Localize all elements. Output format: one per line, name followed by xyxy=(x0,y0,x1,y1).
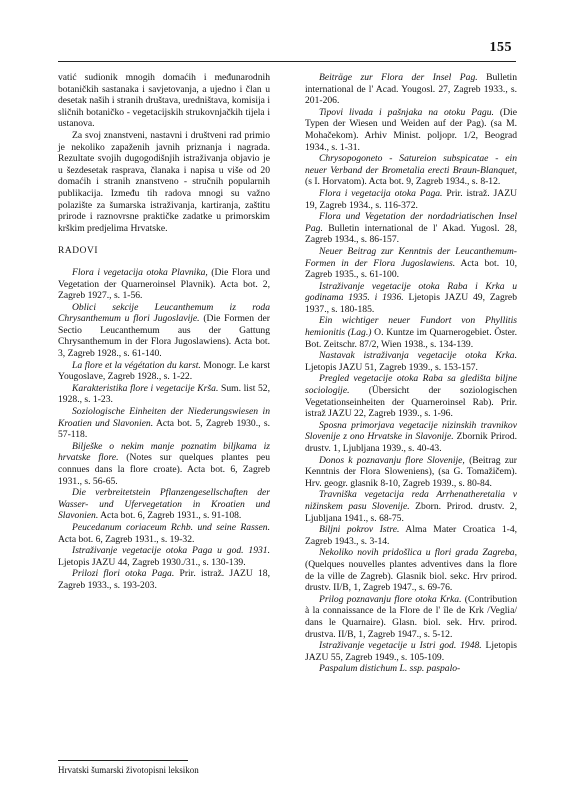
reference-entry xyxy=(58,267,270,302)
biography-paragraph-2: Za svoj znanstveni, nastavni i društveni rad primio je nekoliko zapaženih javnih priznanja i nagrada. Rezultate svojih dugogodišnjih istraživanja objavio je u šezdesetak rasprava, članaka i napisa u više od 20 domaćih i stranih znanstveno - stručnih popularnih publikacija. Između tih radova mnogi su važno polazište za šumarska istraživanja, kartiranja, zaštitu prirode i raznovrsne praktičke zadatke u primorskim krškim predjelima Hrvatske. xyxy=(58,129,270,234)
biography-paragraph-1: vatić sudionik mnogih domaćih i međunarodnih botaničkih sastanaka i savjetovanja, a ujedno i član u desetak naših i stranih društava, uredništava, komisija i sličnih botaničko - vegetacijskih strukovnjačkih tijela i ustanova. xyxy=(58,72,270,130)
right-references-list xyxy=(305,72,517,675)
reference-entry xyxy=(58,360,270,383)
reference-details: Prir. istraž. JAZU 18, Zagreb 1933., s. 193-203. xyxy=(58,568,270,591)
reference-details: (Die Formen der Sectio Leucanthemum aus der Gattung Chrysanthemum in der Flora Jugoslawiens). Acta bot. 3, Zagreb 1928., s. 61-140. xyxy=(58,313,270,360)
reference-details: Acta bot. 5, Zagreb 1930., s. 57-118. xyxy=(58,417,270,441)
right-column xyxy=(305,72,517,675)
reference-title: Sposna primorjava vegetacije nizinskih travnikov Slovenije z ono Hrvatske in Slavonije. xyxy=(305,419,517,443)
reference-title: Flora i vegetacija otoka Paga. xyxy=(319,187,443,199)
reference-details: Ljetopis JAZU 51, Zagreb 1939., s. 153-157. xyxy=(305,361,478,373)
reference-entry xyxy=(58,545,270,568)
reference-details: (Die Typen der Wiesen und Weiden auf der Pag). (sa M. Mohačekom). Arhiv Minist. poljopr. 1/2, Beograd 1934., s. 1-31. xyxy=(305,106,517,153)
footer-text: Hrvatski šumarski životopisni leksikon xyxy=(58,765,199,775)
reference-title: Peucedanum coriaceum Rchb. und seine Rassen. xyxy=(72,521,270,533)
reference-details: (Die Flora und Vegetation der Quarneroinsel Plavnik). Acta bot. 2, Zagreb 1927., s. 1-56. xyxy=(58,266,270,302)
reference-title: Soziologische Einheiten der Niederungswiesen in Kroatien und Slavonien. xyxy=(58,406,270,429)
reference-entry xyxy=(305,524,517,547)
reference-entry xyxy=(58,383,270,406)
reference-entry xyxy=(305,211,517,246)
reference-details: Acta bot. 6, Zagreb 1931., s. 91-108. xyxy=(98,510,242,522)
reference-title: Flora und Vegetation der nordadriatischen Insel Pag. xyxy=(305,211,517,234)
reference-details: Acta bot. 10, Zagreb 1935., s. 61-100. xyxy=(305,257,517,281)
reference-entry xyxy=(305,107,517,153)
reference-details: Ljetopis JAZU 49, Zagreb 1937., s. 180-185. xyxy=(305,292,517,315)
reference-entry xyxy=(58,406,270,441)
reference-title: Bilješke o nekim manje poznatim biljkama iz hrvatske flore. xyxy=(58,440,270,464)
reference-title: Istraživanje vegetacije u Istri god. 1948. xyxy=(319,640,482,652)
reference-entry xyxy=(305,594,517,640)
reference-details: (s I. Horvatom). Acta bot. 9, Zagreb 1934., s. 8-12. xyxy=(305,176,501,188)
reference-title: Neuer Beitrag zur Kenntnis der Leucanthemum-Formen in der Flora Jugoslawiens. xyxy=(305,245,517,269)
reference-entry xyxy=(58,487,270,522)
reference-title: Karakteristika flore i vegetacije Krša. xyxy=(72,382,219,394)
reference-details: (Quelques nouvelles plantes adventives dans la flore de la ville de Zagreb). Glasnik biol. sekc. Hrv prirod. drustv. II/B, 1, Zagreb 1947., s. 69-76. xyxy=(305,558,517,594)
reference-entry xyxy=(58,522,270,545)
page-number: 155 xyxy=(489,40,512,55)
reference-entry xyxy=(305,373,517,419)
reference-title: Travniška vegetacija reda Arrhenatheretalia v nižinskem pasu Slovenije. xyxy=(305,489,517,512)
reference-details: Zbornik Prirod. drustv. 1, Ljubljana 1939., s. 40-43. xyxy=(305,431,517,454)
reference-entry xyxy=(305,455,517,490)
reference-details: Acta bot. 6, Zagreb 1931., s. 19-32. xyxy=(58,533,195,545)
reference-details: (Contribution à la connaissance de la Flore de l' île de Krk /Veglia/ dans le Quarnaire). Glasn. biol. sek. Hrv. prirod. drustva. II/B, 1, Zagreb 1947., s. 5-12. xyxy=(305,593,517,640)
section-heading-radovi: RADOVI xyxy=(58,246,99,257)
reference-title: Nastavak istraživanja vegetacije otoka Krka. xyxy=(319,350,517,362)
reference-title: Oblici sekcije Leucanthemum iz roda Chrysanthemum u flori Jugoslavije. xyxy=(58,301,270,325)
reference-entry xyxy=(305,547,517,593)
reference-title: La flore et la végétation du karst. xyxy=(72,359,201,371)
reference-entry xyxy=(305,350,517,373)
reference-details: Monogr. Le karst Yougoslave, Zagreb 1928., s. 1-22. xyxy=(58,359,271,383)
reference-title: Prilog poznavanju flore otoka Krka. xyxy=(319,593,462,605)
reference-details: Bulletin international de l' Acad. Yougosl. 27, Zagreb 1933., s. 201-206. xyxy=(305,72,518,107)
reference-details: O. Kuntze im Quarnerogebiet. Öster. Bot. Zeitschr. 87/2, Wien 1938., s. 134-139. xyxy=(305,327,517,350)
reference-entry xyxy=(305,640,517,663)
footer-rule xyxy=(58,760,188,761)
reference-title: Biljni pokrov Istre. xyxy=(319,524,400,536)
reference-title: Pregled vegetacije otoka Raba sa gledišta biljne sociologije. xyxy=(305,373,517,397)
reference-details: Alma Mater Croatica 1-4, Zagreb 1943., s. 3-14. xyxy=(305,524,518,547)
reference-details: Sum. list 52, 1928., s. 1-23. xyxy=(58,382,270,406)
reference-title: Ein wichtiger neuer Fundort von Phyllitis hemionitis (Lag.) xyxy=(305,315,517,339)
reference-entry xyxy=(305,420,517,455)
reference-title: Beiträge zur Flora der Insel Pag. xyxy=(319,72,478,83)
reference-entry xyxy=(58,568,270,591)
reference-entry xyxy=(305,315,517,350)
header-rule xyxy=(58,61,516,62)
reference-title: Istraživanje vegetacije otoka Raba i Krka u godinama 1935. i 1936. xyxy=(305,280,517,304)
reference-entry xyxy=(58,441,270,487)
reference-details: (Übersicht der soziologischen Vegetationseinheiten der Quarneroinsel Rab). Prir. istraž JAZU 22, Zagreb 1939., s. 1-96. xyxy=(305,385,517,420)
reference-title: Prilozi flori otoka Paga. xyxy=(72,568,175,580)
reference-details: Zborn. Prirod. drustv. 2, Ljubljana 1941., s. 68-75. xyxy=(305,500,517,524)
reference-title: Die verbreitetstein Pflanzengesellschaften der Wasser- und Ufervegetation in Kroatien und Slavonien. xyxy=(58,487,270,522)
reference-details: Bulletin international de l' Akad. Yugosl. 28, Zagreb 1934., s. 86-157. xyxy=(305,222,517,246)
reference-title: Flora i vegetacija otoka Plavnika, xyxy=(72,266,208,278)
reference-title: Istraživanje vegetacije otoka Paga u god. 1931. xyxy=(72,545,270,557)
reference-title: Nekoliko novih pridošlica u flori grada Zagreba, xyxy=(319,547,517,559)
reference-details: (Beitrag zur Kenntnis der Flora Sloweniens), (sa G. Tomažičem). Hrv. geogr. glasnik 8-10, Zagreb 1939., s. 80-84. xyxy=(305,454,517,489)
reference-details: Prir. istraž. JAZU 19, Zagreb 1934., s. 116-372. xyxy=(305,187,517,211)
reference-title: Chrysopogoneto - Satureion subspicatae - ein neuer Verband der Brometalia erecti Braun-Blanquet, xyxy=(305,153,517,176)
reference-entry xyxy=(305,188,517,211)
reference-title: Donos k poznavanju flore Slovenije, xyxy=(319,454,465,466)
reference-details: Ljetopis JAZU 44, Zagreb 1930./31., s. 130-139. xyxy=(58,556,246,568)
reference-entry xyxy=(305,153,517,188)
reference-title: Tipovi livada i pašnjaka na otoku Pagu. xyxy=(319,106,494,118)
reference-entry xyxy=(305,246,517,281)
left-column xyxy=(58,72,270,592)
reference-details: (Notes sur quelques plantes peu connues dans la flore croate). Acta bot. 6, Zagreb 1931., s. 56-65. xyxy=(58,452,270,487)
reference-entry xyxy=(58,302,270,360)
reference-entry xyxy=(305,489,517,524)
reference-entry xyxy=(305,663,517,675)
reference-entry xyxy=(305,281,517,316)
left-references-list xyxy=(58,267,270,592)
reference-title: Paspalum distichum L. ssp. paspalo- xyxy=(319,663,461,675)
reference-entry xyxy=(305,72,517,107)
reference-details: Ljetopis JAZU 55, Zagreb 1949., s. 105-109. xyxy=(305,640,517,663)
